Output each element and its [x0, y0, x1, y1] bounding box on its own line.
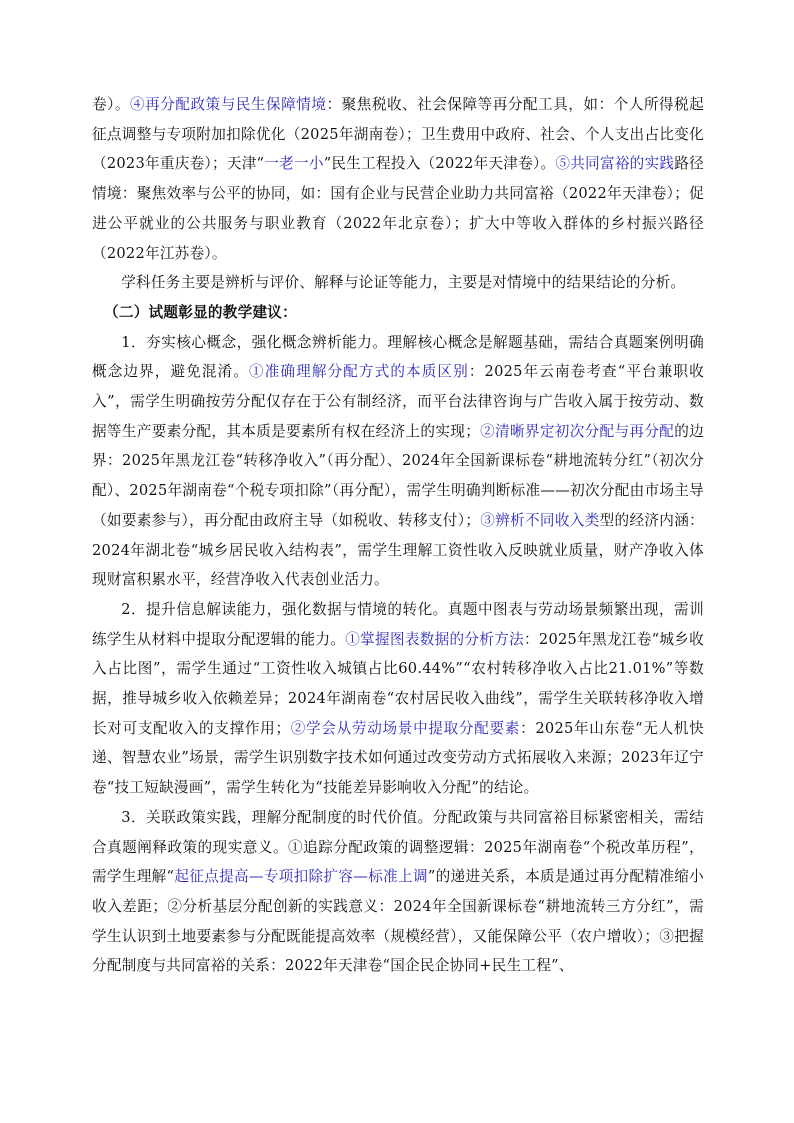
text-run: ：2025年山东卷“无人机快递、智慧农业”场景，需学生识别数字技术如何通过改变劳动方式拓展收入来源；2023年辽宁卷“技工短缺漫画”，需学生转化为“技能差异影响收入分配”的结论。 [92, 719, 704, 797]
paragraph-subject-tasks [92, 268, 704, 298]
highlighted-phrase: ③辨析不同收入类 [480, 511, 600, 529]
text-run: 2．提升信息解读能力，强化数据与情境的转化。真题中图表与劳动场景频繁出现，需训练学生从材料中提取分配逻辑的能力。 [92, 600, 704, 648]
text-run: 的边界：2025年黑龙江卷“转移净收入”（再分配）、2024年全国新课标卷“耕地流转分红”（初次分配）、2025年湖南卷“个税专项扣除”（再分配），需学生明确判断标准——初次分配由市场主导（如要素参与），再分配由政府主导（如税收、转移支付）； [92, 422, 704, 529]
document-body [92, 90, 704, 981]
text-run: ”民生工程投入（2022年天津卷）。 [323, 155, 556, 173]
text-run: 3．关联政策实践，理解分配制度的时代价值。分配政策与共同富裕目标紧密相关，需结合真题阐释政策的现实意义。①追踪分配政策的调整逻辑：2025年湖南卷“个税改革历程”，需学生理解“ [92, 808, 704, 886]
text-run: ”的递进关系，本质是通过再分配精准缩小收入差距；②分析基层分配创新的实践意义：2024年全国新课标卷“耕地流转三方分红”，需学生认识到土地要素参与分配既能提高效率（规模经营），又能保障公平（农户增收）；③把握分配制度与共同富裕的关系：2022年天津卷“国企民企协同+民生工程”、 [92, 868, 704, 975]
highlighted-phrase: 起征点提高—专项扣除扩容—标准上调 [174, 868, 428, 886]
text-run: 学科任务主要是辨析与评价、解释与论证等能力，主要是对情境中的结果结论的分析。 [121, 274, 686, 292]
text-run: ：2025年云南卷考查“平台兼职收入”，需学生明确按劳分配仅存在于公有制经济，而平台法律咨询与广告收入属于按劳动、数据等生产要素分配，其本质是要素所有权在经济上的实现； [92, 363, 704, 440]
heading-text: （二）试题彰显的教学建议： [104, 303, 297, 321]
text-run: 型的经济内涵：2024年湖北卷“城乡居民收入结构表”，需学生理解工资性收入反映就业质量，财产净收入体现财富积累水平，经营净收入代表创业活力。 [92, 511, 704, 589]
text-run: ：2025年黑龙江卷“城乡收入占比图”，需学生通过“工资性收入城镇占比60.44%”“农村转移净收入占比21.01%”等数据，推导城乡收入依赖差异；2024年湖南卷“农村居民收入曲线”，需学生关联转移净收入增长对可支配收入的支撑作用； [92, 630, 704, 737]
paragraph-suggestion-3 [92, 803, 704, 981]
paragraph-suggestion-2 [92, 595, 704, 803]
text-run: ：聚焦税收、社会保障等再分配工具，如：个人所得税起征点调整与专项附加扣除优化（2025年湖南卷）；卫生费用中政府、社会、个人支出占比变化（2023年重庆卷）；天津“ [92, 96, 704, 173]
paragraph-suggestion-1 [92, 328, 704, 595]
paragraph-scenarios-continued [92, 90, 704, 268]
text-run: 卷）。 [92, 96, 131, 113]
highlighted-phrase: ②清晰界定初次分配与再分配 [480, 422, 675, 440]
highlighted-phrase: ①准确理解分配方式的本质区别 [249, 363, 469, 381]
highlighted-phrase: ⑤共同富裕的实践 [555, 155, 675, 173]
highlighted-phrase: ④再分配政策与民生保障情境 [130, 96, 327, 113]
text-run: 路径情境：聚焦效率与公平的协同，如：国有企业与民营企业助力共同富裕（2022年天津卷）；促进公平就业的公共服务与职业教育（2022年北京卷）；扩大中等收入群体的乡村振兴路径（2022年江苏卷）。 [92, 155, 704, 262]
highlighted-phrase: ①掌握图表数据的分析方法 [345, 630, 525, 648]
highlighted-phrase: 一老一小 [264, 155, 324, 173]
section-heading [92, 298, 704, 328]
highlighted-phrase: ②学会从劳动场景中提取分配要素 [290, 719, 521, 737]
text-run: 1．夯实核心概念，强化概念辨析能力。理解核心概念是解题基础，需结合真题案例明确概念边界，避免混淆。 [92, 333, 704, 381]
